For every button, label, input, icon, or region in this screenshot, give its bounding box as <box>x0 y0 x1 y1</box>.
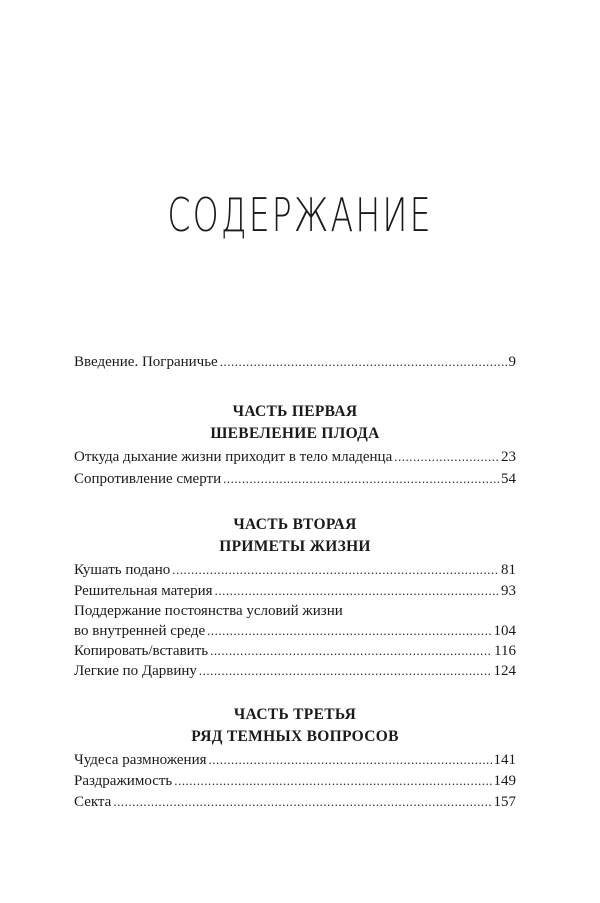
toc-entry[interactable] <box>74 749 516 771</box>
toc-entry-label: Введение. Пограничье <box>74 354 218 370</box>
page-title: СОДЕРЖАНИЕ <box>167 188 433 242</box>
toc-entry-label: Сопротивление смерти <box>74 471 222 487</box>
dot-leader <box>113 791 491 813</box>
toc-entry-label: Откуда дыхание жизни приходит в тело младенца <box>74 449 393 465</box>
part-heading: ЧАСТЬ ПЕРВАЯ <box>232 403 358 420</box>
toc-entry-label: Копировать/вставить <box>74 643 209 659</box>
toc-entry-label: Секта <box>74 794 112 810</box>
dot-leader <box>207 620 491 642</box>
toc-entry-page: 157 <box>493 794 516 810</box>
toc-entry[interactable] <box>74 770 516 792</box>
toc-entry-intro[interactable] <box>74 351 516 373</box>
part-heading: ЧАСТЬ ТРЕТЬЯ <box>233 706 357 723</box>
dot-leader <box>210 640 492 662</box>
dot-leader <box>209 749 492 771</box>
toc-entry-page: 124 <box>493 663 516 679</box>
toc-entry-label: Легкие по Дарвину <box>74 663 197 679</box>
dot-leader <box>223 468 499 490</box>
toc-entry[interactable] <box>74 640 516 662</box>
toc-entry-page: 141 <box>493 752 516 768</box>
toc-entry-page: 81 <box>501 562 516 578</box>
toc-entry[interactable] <box>74 580 516 602</box>
toc-entry[interactable] <box>74 791 516 813</box>
dot-leader <box>174 770 491 792</box>
toc-entry-label: Раздражимость <box>74 773 173 789</box>
dot-leader <box>215 580 499 602</box>
dot-leader <box>172 559 499 581</box>
part-subtitle: РЯД ТЕМНЫХ ВОПРОСОВ <box>191 728 399 745</box>
toc-entry[interactable] <box>74 468 516 490</box>
toc-entry-page: 149 <box>493 773 516 789</box>
toc-entry[interactable] <box>74 620 516 642</box>
toc-entry-page: 116 <box>494 643 516 659</box>
toc-entry[interactable] <box>74 660 516 682</box>
toc-entry-label: Чудеса размножения <box>74 752 207 768</box>
toc-entry-label: во внутренней среде <box>74 623 206 639</box>
toc-entry-page: 9 <box>508 354 516 370</box>
toc-entry-label-line1[interactable]: Поддержание постоянства условий жизни <box>74 603 343 619</box>
toc-entry[interactable] <box>74 559 516 581</box>
dot-leader <box>199 660 492 682</box>
toc-entry-page: 54 <box>501 471 516 487</box>
part-subtitle: ШЕВЕЛЕНИЕ ПЛОДА <box>210 425 380 442</box>
toc-entry-page: 23 <box>501 449 516 465</box>
part-heading: ЧАСТЬ ВТОРАЯ <box>233 516 357 533</box>
toc-entry-page: 93 <box>501 583 516 599</box>
part-subtitle: ПРИМЕТЫ ЖИЗНИ <box>219 538 371 555</box>
dot-leader <box>394 446 499 468</box>
toc-entry[interactable] <box>74 446 516 468</box>
toc-entry-label: Кушать подано <box>74 562 171 578</box>
toc-entry-label: Решительная материя <box>74 583 213 599</box>
toc-entry-page: 104 <box>493 623 516 639</box>
dot-leader <box>220 351 507 373</box>
